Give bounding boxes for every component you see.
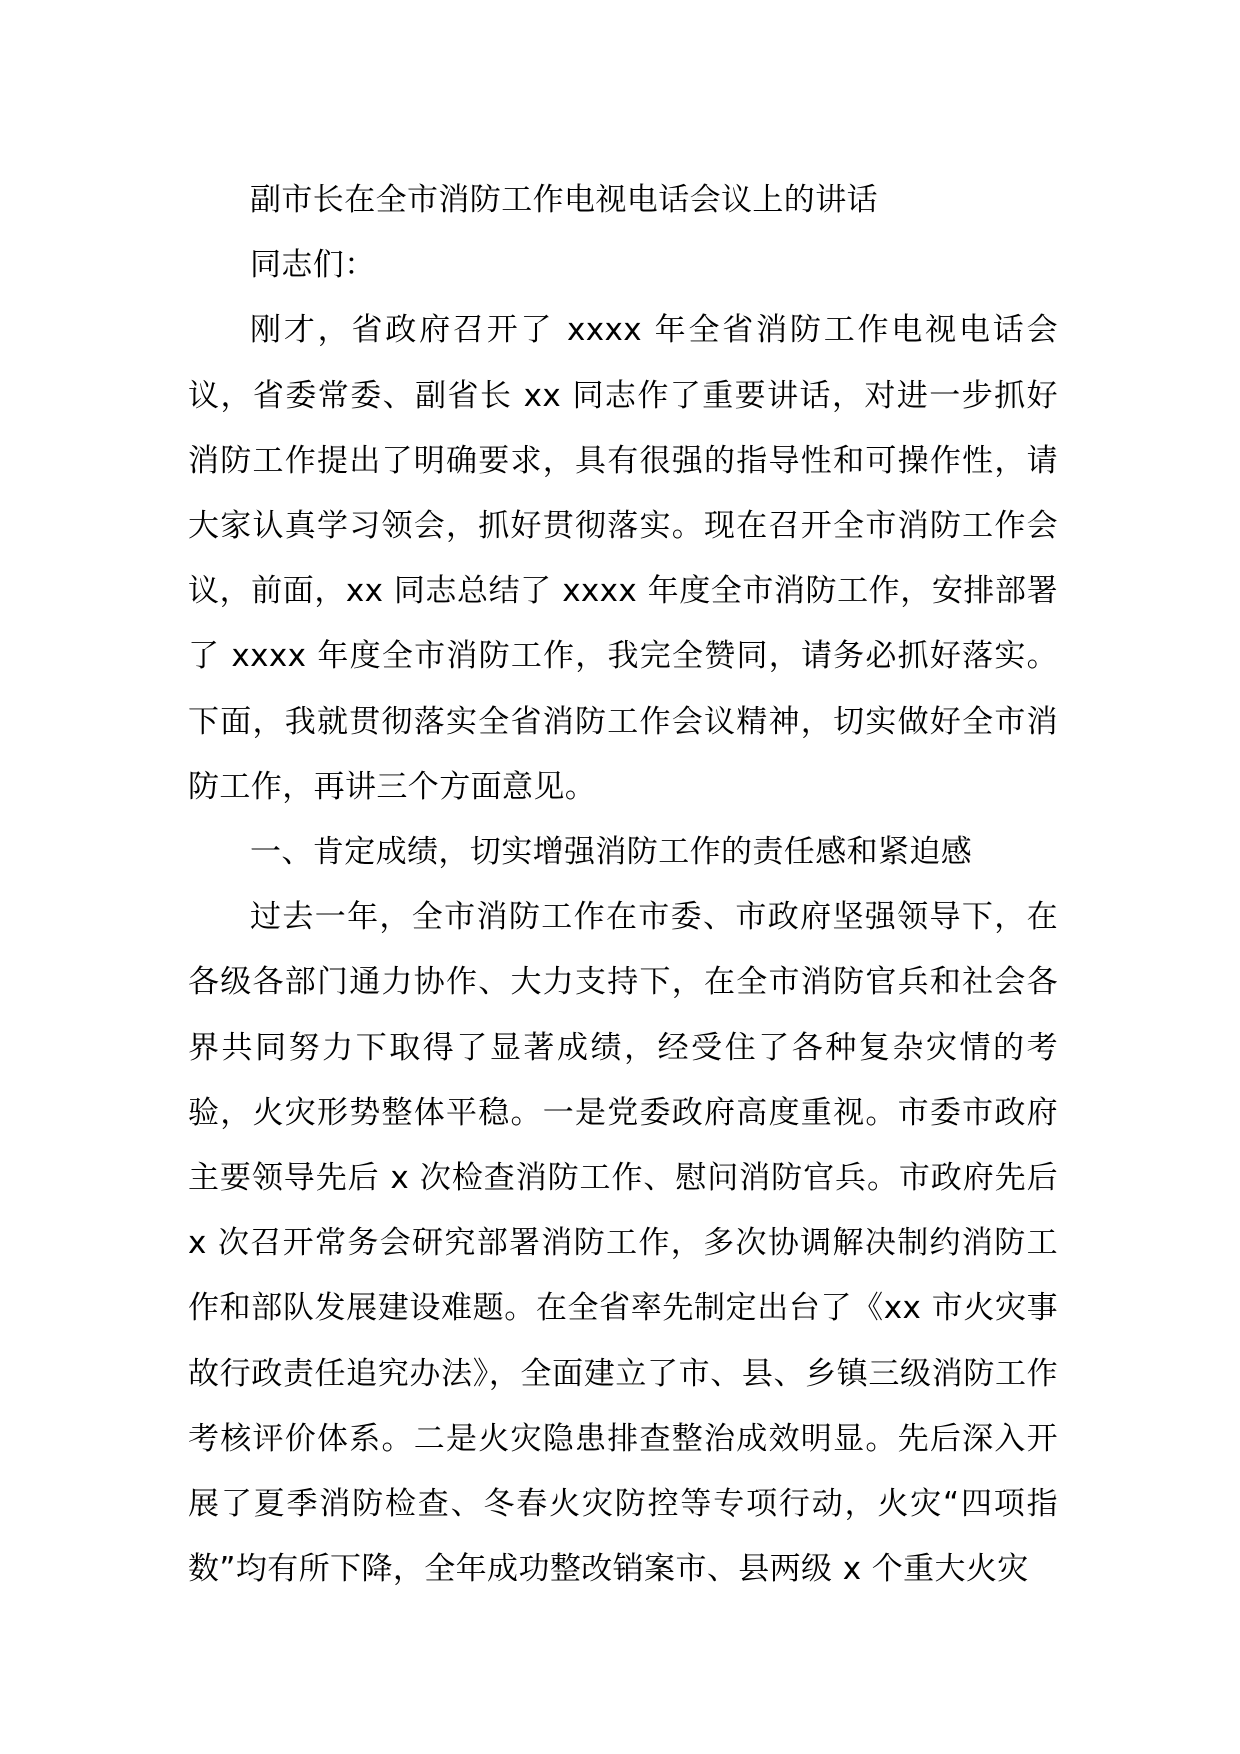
document-title: 副市长在全市消防工作电视电话会议上的讲话	[250, 182, 878, 218]
section-heading: 一、肯定成绩，切实增强消防工作的责任感和紧迫感	[250, 834, 973, 871]
salutation: 同志们：	[250, 247, 376, 284]
intro-paragraph: 刚才，省政府召开了 xxxx 年全省消防工作电视电话会议，省委常委、副省长 xx 同志作了重要讲话，对进一步抓好消防工作提出了明确要求，具有很强的指导性和可操作性，请大家认真学习领会，抓好贯彻落实。现在召开全市消防工作会议，前面，xx 同志总结了 xxxx 年度全市消防工作，安排部署了 xxxx 年度全市消防工作，我完全赞同，请务必抓好落实。下面，我就贯彻落实全省消防工作会议精神，切实做好全市消防工作，再讲三个方面意见。	[188, 312, 1058, 805]
document-page	[188, 168, 1058, 1602]
section-paragraph: 过去一年，全市消防工作在市委、市政府坚强领导下，在各级各部门通力协作、大力支持下，在全市消防官兵和社会各界共同努力下取得了显著成绩，经受住了各种复杂灾情的考验，火灾形势整体平稳。一是党委政府高度重视。市委市政府主要领导先后 x 次检查消防工作、慰问消防官兵。市政府先后 x 次召开常务会研究部署消防工作，多次协调解决制约消防工作和部队发展建设难题。在全省率先制定出台了《xx 市火灾事故行政责任追究办法》，全面建立了市、县、乡镇三级消防工作考核评价体系。二是火灾隐患排查整治成效明显。先后深入开展了夏季消防检查、冬春火灾防控等专项行动，火灾“四项指数”均有所下降，全年成功整改销案市、县两级 x 个重大火灾	[188, 899, 1058, 1588]
